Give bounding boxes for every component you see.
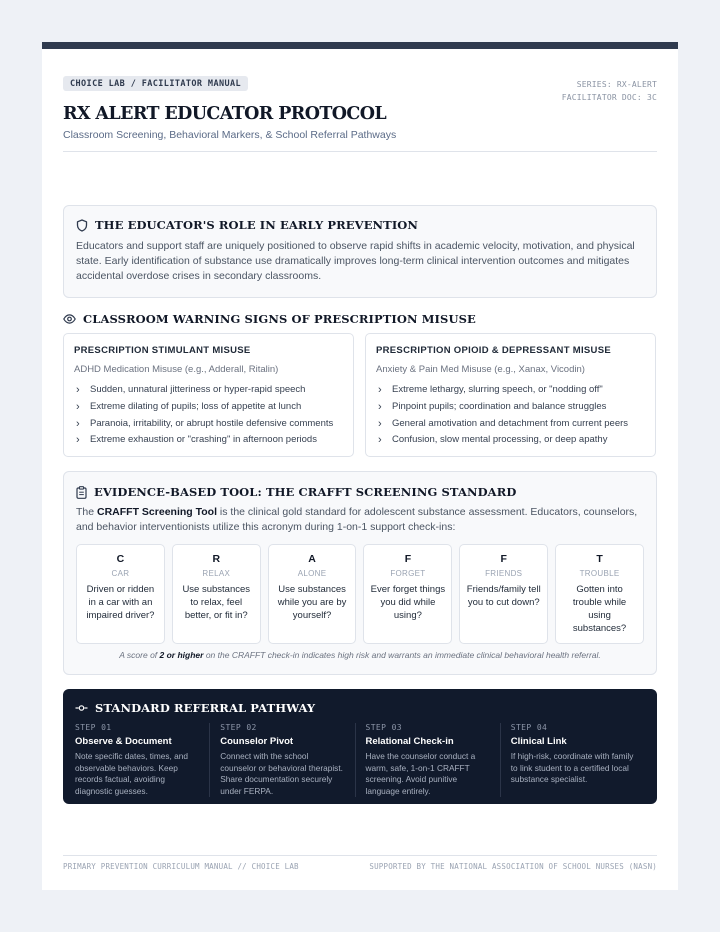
- crafft-title-text: EVIDENCE-BASED TOOL: THE CRAFFT SCREENING STANDARD: [94, 485, 517, 499]
- step-description: If high-risk, coordinate with family to link student to a certified local substance specialist.: [510, 751, 634, 784]
- crafft-acronym-row: [76, 544, 644, 644]
- chevron-right-icon: ›: [76, 434, 80, 447]
- step-number: STEP 04: [510, 723, 548, 732]
- path-icon: [75, 703, 88, 713]
- step-name: Observe & Document: [75, 736, 172, 747]
- referral-steps: [75, 723, 645, 797]
- list-item-text: Extreme exhaustion or "crashing" in afternoon periods: [90, 434, 317, 446]
- crafft-card-forget: [363, 544, 452, 644]
- crafft-score-note: [64, 650, 656, 660]
- opioid-card-title: PRESCRIPTION OPIOID & DEPRESSANT MISUSE: [376, 345, 611, 356]
- list-item: [74, 432, 343, 449]
- step-description: Note specific dates, times, and observable behaviors. Keep records factual, avoiding diagnostic guesses.: [75, 751, 188, 796]
- step-name: Relational Check-in: [365, 736, 454, 747]
- referral-title-text: STANDARD REFERRAL PATHWAY: [95, 701, 316, 715]
- clipboard-icon: [76, 486, 87, 499]
- crafft-tool-name: CRAFFT Screening Tool: [97, 506, 217, 518]
- crafft-question: Driven or ridden in a car with an impaired driver?: [86, 584, 155, 621]
- list-item: [376, 382, 645, 399]
- opioid-misuse-card: [365, 333, 656, 457]
- crafft-letter: T: [596, 553, 603, 565]
- list-item-text: Extreme dilating of pupils; loss of appetite at lunch: [90, 400, 302, 412]
- crafft-question: Friends/family tell you to cut down?: [466, 584, 541, 608]
- stimulant-card-title: PRESCRIPTION STIMULANT MISUSE: [74, 345, 251, 356]
- list-item-text: Paranoia, irritability, or abrupt hostile defensive comments: [90, 417, 334, 429]
- footer-right: SUPPORTED BY THE NATIONAL ASSOCIATION OF SCHOOL NURSES (NASN): [369, 862, 657, 871]
- crafft-card-alone: [268, 544, 357, 644]
- role-section-title: [76, 218, 644, 232]
- referral-step-2: [209, 723, 354, 797]
- doc-label: FACILITATOR DOC: 3C: [561, 93, 657, 102]
- note-threshold: 2 or higher: [159, 650, 204, 660]
- referral-section-title: [75, 701, 645, 715]
- crafft-section-title: [76, 485, 644, 499]
- document-page: [42, 42, 678, 890]
- document-header: [63, 76, 657, 152]
- role-title-text: THE EDUCATOR'S ROLE IN EARLY PREVENTION: [95, 218, 419, 232]
- crafft-letter: F: [500, 553, 507, 565]
- step-name: Counselor Pivot: [220, 736, 294, 747]
- crafft-question: Ever forget things you did while using?: [370, 584, 446, 621]
- document-footer: [63, 855, 657, 871]
- list-item-text: Extreme lethargy, slurring speech, or "nodding off": [392, 384, 603, 395]
- referral-step-3: [355, 723, 500, 797]
- chevron-right-icon: ›: [378, 384, 382, 396]
- step-name: Clinical Link: [510, 736, 567, 747]
- referral-step-4: [500, 723, 645, 797]
- stimulant-sign-list: [74, 382, 343, 449]
- stimulant-card-subtitle: ADHD Medication Misuse (e.g., Adderall, Ritalin): [74, 364, 279, 375]
- list-item: [376, 399, 645, 416]
- crafft-intro-pre: The: [76, 506, 98, 518]
- chevron-right-icon: ›: [378, 434, 382, 447]
- role-description: Educators and support staff are uniquely positioned to observe rapid shifts in academic velocity, motivation, and physical state. Early identification of substance use dramatically improves long-term clinical intervention outcomes and mitigates accidental overdose crises in secondary classrooms.: [76, 240, 635, 282]
- opioid-sign-list: [376, 382, 645, 449]
- chevron-right-icon: ›: [76, 417, 80, 430]
- list-item: [376, 416, 645, 433]
- crafft-card-friends: [459, 544, 548, 644]
- warning-title-text: CLASSROOM WARNING SIGNS OF PRESCRIPTION MISUSE: [83, 312, 476, 326]
- crafft-word: FORGET: [390, 569, 426, 578]
- crafft-word: CAR: [111, 569, 130, 578]
- crafft-letter: C: [116, 553, 125, 565]
- crafft-intro-post: is the clinical gold standard for adolescent substance assessment. Educators, counselors, and behavior interventionists utilize this acronym during 1-on-1 support check-ins:: [76, 506, 638, 533]
- crafft-section: [63, 471, 657, 675]
- list-item-text: Confusion, slow mental processing, or deep apathy: [392, 434, 608, 446]
- crafft-letter: R: [212, 553, 221, 565]
- note-post: on the CRAFFT check-in indicates high risk and warrants an immediate clinical behavioral health referral.: [203, 650, 601, 660]
- chevron-right-icon: ›: [76, 400, 80, 413]
- crafft-question: Use substances to relax, feel better, or fit in?: [182, 584, 251, 621]
- crafft-word: TROUBLE: [579, 569, 620, 578]
- series-label: SERIES: RX-ALERT: [576, 80, 657, 89]
- crafft-word: ALONE: [297, 569, 327, 578]
- crafft-question: Gotten into trouble while using substances?: [572, 584, 627, 634]
- page-title: RX ALERT EDUCATOR PROTOCOL: [63, 104, 387, 124]
- crafft-word: FRIENDS: [485, 569, 523, 578]
- list-item: [376, 432, 645, 449]
- stimulant-misuse-card: [63, 333, 354, 457]
- eye-icon: [63, 314, 76, 324]
- series-info: [562, 78, 657, 104]
- manual-tag: CHOICE LAB / FACILITATOR MANUAL: [63, 76, 248, 91]
- warning-signs-title: [63, 312, 476, 326]
- referral-step-1: [75, 723, 209, 797]
- step-description: Have the counselor conduct a warm, safe, 1-on-1 CRAFFT screening. Avoid punitive language entirely.: [365, 751, 476, 796]
- step-number: STEP 01: [75, 723, 112, 732]
- crafft-letter: F: [404, 553, 412, 565]
- crafft-word: RELAX: [202, 569, 231, 578]
- list-item-text: Pinpoint pupils; coordination and balance struggles: [392, 400, 607, 412]
- footer-left: PRIMARY PREVENTION CURRICULUM MANUAL // CHOICE LAB: [63, 862, 299, 871]
- crafft-question: Use substances while you are by yourself?: [277, 584, 347, 621]
- page-subtitle: Classroom Screening, Behavioral Markers, & School Referral Pathways: [63, 129, 397, 141]
- chevron-right-icon: ›: [378, 417, 382, 430]
- chevron-right-icon: ›: [378, 400, 382, 413]
- list-item-text: General amotivation and detachment from current peers: [392, 417, 629, 429]
- crafft-intro: [76, 505, 644, 535]
- step-number: STEP 02: [220, 723, 257, 732]
- referral-pathway-section: [63, 689, 657, 804]
- shield-icon: [76, 219, 88, 232]
- crafft-card-trouble: [555, 544, 644, 644]
- step-description: Connect with the school counselor or behavioral therapist. Share documentation securely under FERPA.: [220, 751, 343, 796]
- step-number: STEP 03: [365, 723, 403, 732]
- opioid-card-subtitle: Anxiety & Pain Med Misuse (e.g., Xanax, Vicodin): [376, 364, 585, 375]
- crafft-card-car: [76, 544, 165, 644]
- list-item: [74, 399, 343, 416]
- crafft-letter: A: [308, 553, 316, 565]
- chevron-right-icon: ›: [76, 384, 80, 396]
- crafft-card-relax: [172, 544, 261, 644]
- list-item-text: Sudden, unnatural jitteriness or hyper-rapid speech: [90, 384, 306, 395]
- note-pre: A score of: [119, 650, 160, 660]
- educator-role-section: [63, 205, 657, 298]
- list-item: [74, 416, 343, 433]
- list-item: [74, 382, 343, 399]
